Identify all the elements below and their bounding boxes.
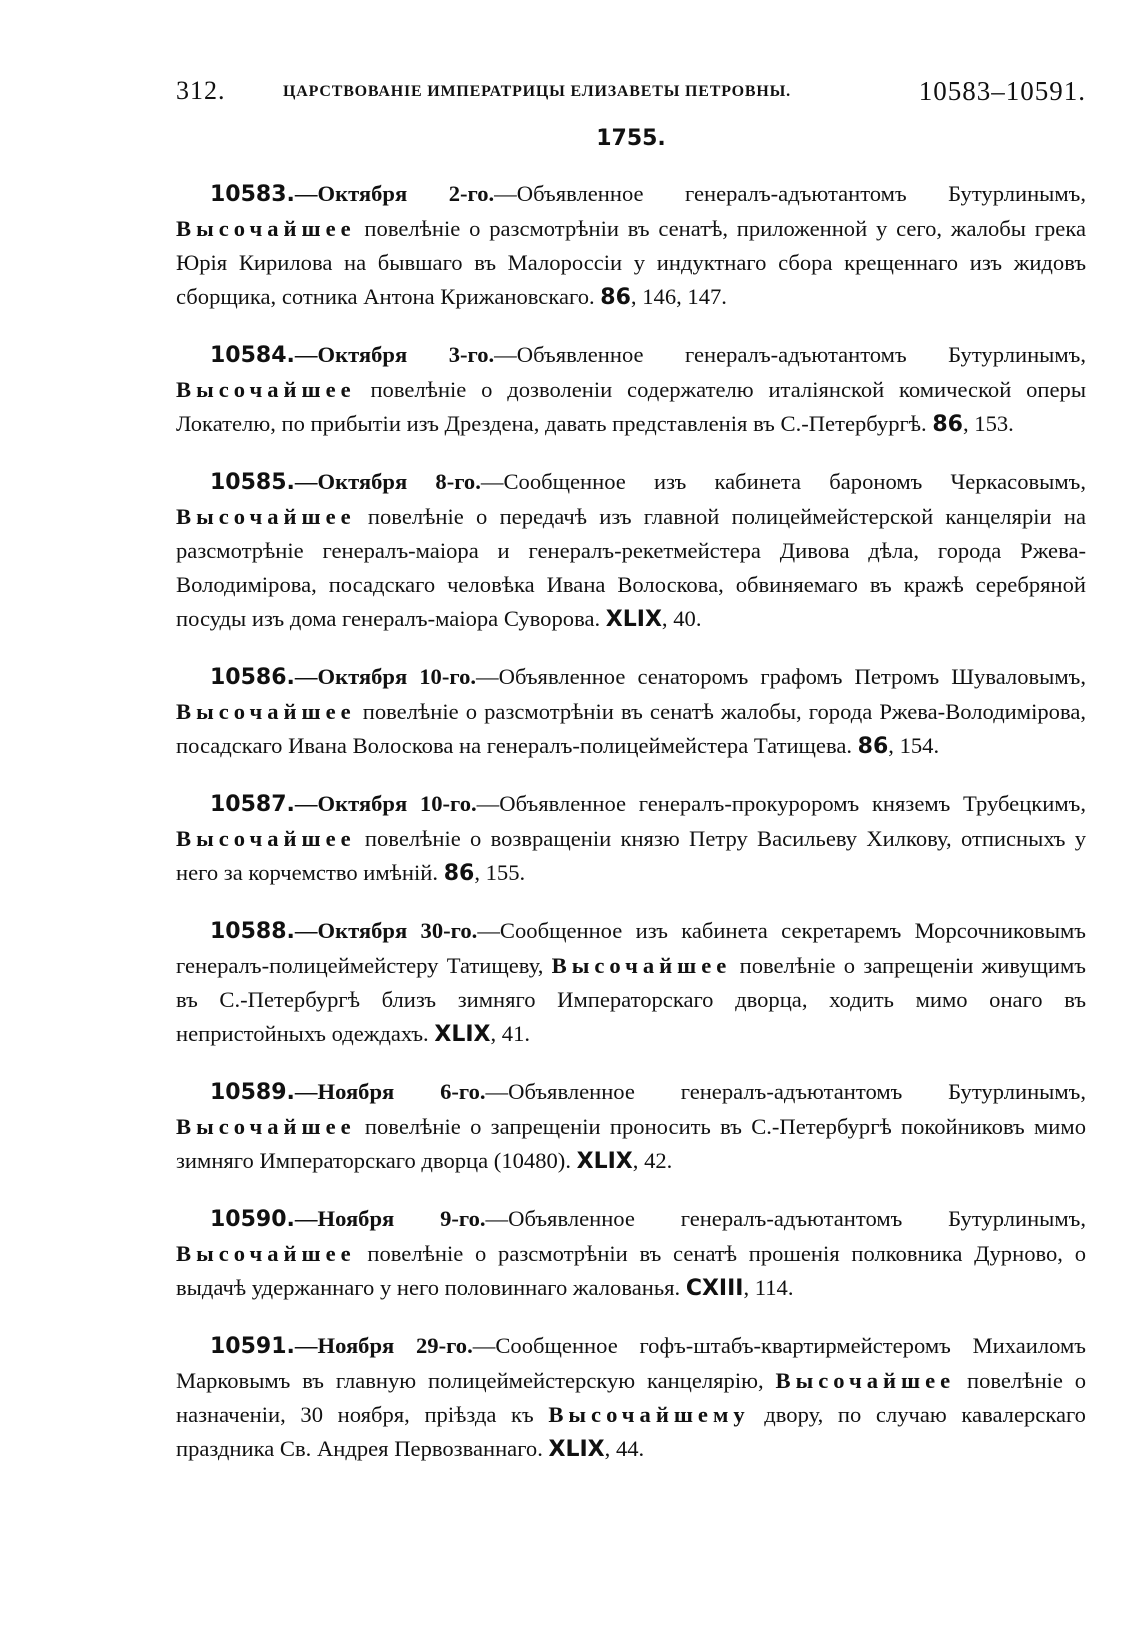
- entry-text: повелѣніе о передачѣ изъ главной полицеймейстерской канцеляріи на разсмотрѣніе генералъ-маіора и генералъ-рекетмейстера Дивова дѣла, города Ржева-Володимірова, посадскаго человѣка Ивана Волоскова, обвиняемаго въ кражѣ серебряной посуды изъ дома генералъ-маіора Суворова.: [176, 504, 1086, 631]
- page-number: 312.: [176, 76, 226, 105]
- entry-spaced-word: Высочайшему: [548, 1402, 750, 1427]
- entry-spaced-word: Высочайшее: [176, 216, 356, 241]
- entry-date: —Октября 10-го.: [294, 791, 477, 816]
- entry-pages: , 41.: [490, 1021, 531, 1046]
- entry-spaced-word: Высочайшее: [176, 826, 356, 851]
- entry-number: 10587.: [210, 792, 295, 817]
- entry: [176, 338, 1086, 442]
- entry: [176, 1075, 1086, 1179]
- entry-volume-ref: CXIII: [685, 1276, 744, 1301]
- entry-text: —Объявленное генералъ-прокуроромъ княземъ Трубецкимъ,: [476, 791, 1086, 816]
- entry: [176, 1202, 1086, 1306]
- entry: [176, 660, 1086, 764]
- entry: [176, 465, 1086, 637]
- entry-text: двору, по случаю кавалерскаго праздника Св. Андрея Первозваннаго.: [176, 1402, 1086, 1461]
- entry-number: 10586.: [210, 665, 295, 690]
- entry-number: 10589.: [210, 1080, 295, 1105]
- entry-volume-ref: 86: [857, 734, 889, 759]
- entry-text: повелѣніе о разсмотрѣніи въ сенатѣ жалобы, города Ржева-Володимірова, посадскаго Ивана Волоскова на генералъ-полицеймейстера Татищева.: [176, 699, 1086, 758]
- entry-text: —Сообщенное изъ кабинета секретаремъ Морсочниковымъ генералъ-полицеймейстеру Татищеву,: [176, 918, 1086, 978]
- entry-text: повелѣніе о возвращеніи князю Петру Васильеву Хилкову, отписныхъ у него за корчемство имѣній.: [176, 826, 1086, 885]
- entry-number: 10590.: [210, 1207, 295, 1232]
- entry-volume-ref: XLIX: [576, 1149, 633, 1174]
- entry-pages: , 146, 147.: [630, 284, 727, 309]
- entry-pages: , 44.: [604, 1436, 645, 1461]
- entry: [176, 1329, 1086, 1467]
- entry-text: —Объявленное генералъ-адъютантомъ Бутурлинымъ,: [494, 181, 1086, 206]
- entry-number: 10583.: [210, 182, 295, 207]
- entry-text: повелѣніе о разсмотрѣніи въ сенатѣ, приложенной у сего, жалобы грека Юрія Кирилова на бывшаго въ Малороссіи у индуктнаго сбора крещеннаго изъ жидовъ сборщика, сотника Антона Крижановскаго.: [176, 216, 1086, 309]
- entry-text: повелѣніе о запрещеніи проносить въ С.-Петербургѣ покойниковъ мимо зимняго Императорскаго дворца (10480).: [176, 1114, 1086, 1173]
- entry: [176, 914, 1086, 1052]
- entry-text: —Сообщенное изъ кабинета барономъ Черкасовымъ,: [480, 469, 1086, 494]
- entry-spaced-word: Высочайшее: [176, 1241, 356, 1266]
- entry-pages: , 153.: [962, 411, 1014, 436]
- running-title: ЦАРСТВОВАНІЕ ИМПЕРАТРИЦЫ ЕЛИЗАВЕТЫ ПЕТРОВНЫ.: [283, 83, 791, 100]
- entry-volume-ref: 86: [600, 285, 631, 310]
- entry-date: —Октября 10-го.: [294, 664, 477, 689]
- entry: [176, 177, 1086, 315]
- entry-volume-ref: XLIX: [605, 607, 662, 632]
- entry-spaced-word: Высочайшее: [176, 504, 356, 529]
- entry-spaced-word: Высочайшее: [176, 1114, 356, 1139]
- entry: [176, 787, 1086, 891]
- entry-text: повелѣніе о разсмотрѣніи въ сенатѣ прошенія полковника Дурново, о выдачѣ удержаннаго у него половиннаго жалованья.: [176, 1241, 1086, 1300]
- running-head: [176, 70, 1086, 112]
- document-range: 10583–10591.: [918, 76, 1086, 106]
- entry-volume-ref: XLIX: [434, 1022, 491, 1047]
- entry-date: —Ноября 6-го.: [294, 1079, 486, 1104]
- entry-spaced-word: Высочайшее: [551, 953, 732, 978]
- entry-spaced-word: Высочайшее: [176, 699, 356, 724]
- entry-pages: , 154.: [888, 733, 940, 758]
- entry-date: —Ноября 29-го.: [294, 1333, 473, 1358]
- entry-volume-ref: XLIX: [548, 1437, 605, 1462]
- entry-date: —Ноября 9-го.: [294, 1206, 486, 1231]
- entry-text: —Объявленное сенаторомъ графомъ Петромъ Шуваловымъ,: [476, 664, 1086, 689]
- entry-text: —Объявленное генералъ-адъютантомъ Бутурлинымъ,: [485, 1206, 1086, 1231]
- entry-date: —Октября 2-го.: [294, 181, 495, 206]
- entry-spaced-word: Высочайшее: [775, 1368, 956, 1393]
- entry-date: —Октября 30-го.: [294, 918, 478, 943]
- entry-text: —Сообщенное гофъ-штабъ-квартирмейстеромъ Михаиломъ Марковымъ въ главную полицеймейстерскую канцелярію,: [176, 1333, 1086, 1393]
- entry-date: —Октября 8-го.: [294, 469, 481, 494]
- entry-volume-ref: 86: [932, 412, 963, 437]
- year-heading: 1755.: [596, 126, 666, 151]
- entry-text: повелѣніе о дозволеніи содержателю италіянской комической оперы Локателю, по прибытіи изъ Дрездена, давать представленія въ С.-Петербургѣ.: [176, 377, 1086, 436]
- entry-text: повелѣніе о назначеніи, 30 ноября, пріѣзда къ: [176, 1368, 1086, 1427]
- entry-pages: , 42.: [632, 1148, 673, 1173]
- entry-pages: , 114.: [743, 1275, 794, 1300]
- entry-spaced-word: Высочайшее: [176, 377, 356, 402]
- entry-volume-ref: 86: [443, 861, 475, 886]
- entry-pages: , 40.: [661, 606, 702, 631]
- entry-date: —Октября 3-го.: [294, 342, 495, 367]
- entry-text: повелѣніе о запрещеніи живущимъ въ С.-Петербургѣ близъ зимняго Императорскаго дворца, ходить мимо онаго въ непристойныхъ одеждахъ.: [176, 953, 1086, 1046]
- entry-pages: , 155.: [474, 860, 526, 885]
- entry-number: 10585.: [210, 470, 295, 495]
- entry-number: 10588.: [210, 919, 295, 944]
- book-page: [176, 70, 1086, 1490]
- entry-number: 10584.: [210, 343, 295, 368]
- entry-text: —Объявленное генералъ-адъютантомъ Бутурлинымъ,: [494, 342, 1086, 367]
- entry-number: 10591.: [210, 1334, 295, 1359]
- entry-text: —Объявленное генералъ-адъютантомъ Бутурлинымъ,: [485, 1079, 1086, 1104]
